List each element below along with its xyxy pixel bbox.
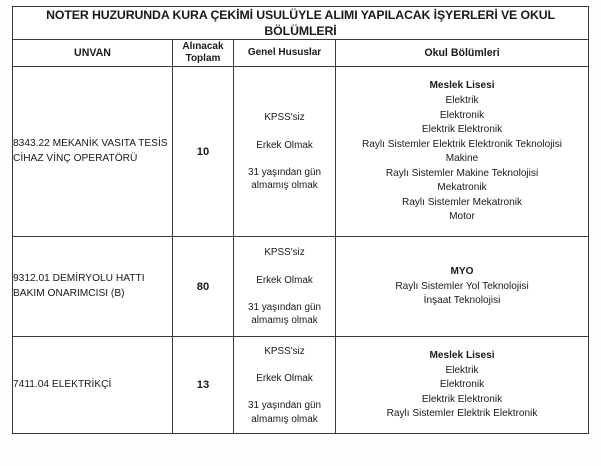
- bolum-item: İnşaat Teknolojisi: [423, 295, 501, 307]
- bolum-item: Raylı Sistemler Yol Teknolojisi: [395, 280, 529, 292]
- table-row: [13, 337, 589, 434]
- row-toplam: 13: [173, 337, 234, 434]
- row-unvan: 8343.22 MEKANİK VASITA TESİS CİHAZ VİNÇ OPERATÖRÜ: [13, 67, 173, 237]
- husus-line: Erkek Olmak: [256, 274, 313, 286]
- bolum-item: Makine: [445, 153, 479, 165]
- bolum-item: Elektronik: [439, 379, 485, 391]
- bolum-item: Elektronik: [439, 109, 485, 121]
- bolum-item: Raylı Sistemler Makine Teknolojisi: [385, 167, 539, 179]
- husus-line: 31 yaşından gün almamış olmak: [247, 166, 322, 192]
- husus-line: KPSS'siz: [264, 345, 305, 357]
- bolum-item: Raylı Sistemler Elektrik Elektronik: [386, 408, 538, 420]
- document-title: NOTER HUZURUNDA KURA ÇEKİMİ USULÜYLE ALIMI YAPILACAK İŞYERLERİ VE OKUL BÖLÜMLERİ: [13, 7, 589, 40]
- husus-line: Erkek Olmak: [256, 373, 313, 385]
- column-header-bolumler: [336, 40, 589, 67]
- recruitment-table: [12, 6, 589, 434]
- row-unvan: 9312.01 DEMİRYOLU HATTI BAKIM ONARIMCISI (B): [13, 237, 173, 337]
- column-header-bolumler-label: Okul Bölümleri: [424, 46, 500, 59]
- bolum-heading: MYO: [450, 265, 474, 277]
- bolum-item: Mekatronik: [437, 182, 487, 194]
- bolum-item: Elektrik Elektronik: [421, 124, 503, 136]
- column-header-hususlar-label: Genel Hususlar: [247, 47, 322, 59]
- table-title-row: [13, 7, 589, 40]
- husus-line: KPSS'siz: [264, 112, 305, 124]
- row-hususlar: [234, 237, 336, 337]
- row-hususlar: [234, 67, 336, 237]
- table-header-row: [13, 40, 589, 67]
- column-header-hususlar: [234, 40, 336, 67]
- row-bolumler: [336, 237, 589, 337]
- row-bolumler: [336, 67, 589, 237]
- column-header-toplam-line1: Alınacak: [182, 40, 224, 52]
- bolum-heading: Meslek Lisesi: [429, 80, 495, 92]
- bolum-item: Elektrik: [445, 95, 479, 107]
- column-header-unvan: [13, 40, 173, 67]
- bolum-heading: Meslek Lisesi: [429, 349, 495, 361]
- husus-line: Erkek Olmak: [256, 139, 313, 151]
- column-header-unvan-label: UNVAN: [74, 46, 111, 59]
- table-row: [13, 67, 589, 237]
- bolum-item: Elektrik: [445, 364, 479, 376]
- row-unvan: 7411.04 ELEKTRİKÇİ: [13, 337, 173, 434]
- table-row: [13, 237, 589, 337]
- row-hususlar: [234, 337, 336, 434]
- husus-line: 31 yaşından gün almamış olmak: [247, 400, 322, 425]
- column-header-toplam-line2: Toplam: [185, 53, 221, 65]
- bolum-item: Elektrik Elektronik: [421, 393, 503, 405]
- husus-line: KPSS'siz: [264, 247, 305, 259]
- bolum-item: Motor: [449, 211, 475, 223]
- row-toplam: 10: [173, 67, 234, 237]
- row-bolumler: [336, 337, 589, 434]
- husus-line: 31 yaşından gün almamış olmak: [247, 301, 322, 327]
- bolum-item: Raylı Sistemler Elektrik Elektronik Teknolojisi: [361, 138, 563, 150]
- column-header-toplam: [173, 40, 234, 67]
- bolum-item: Raylı Sistemler Mekatronik: [401, 196, 523, 208]
- row-toplam: 80: [173, 237, 234, 337]
